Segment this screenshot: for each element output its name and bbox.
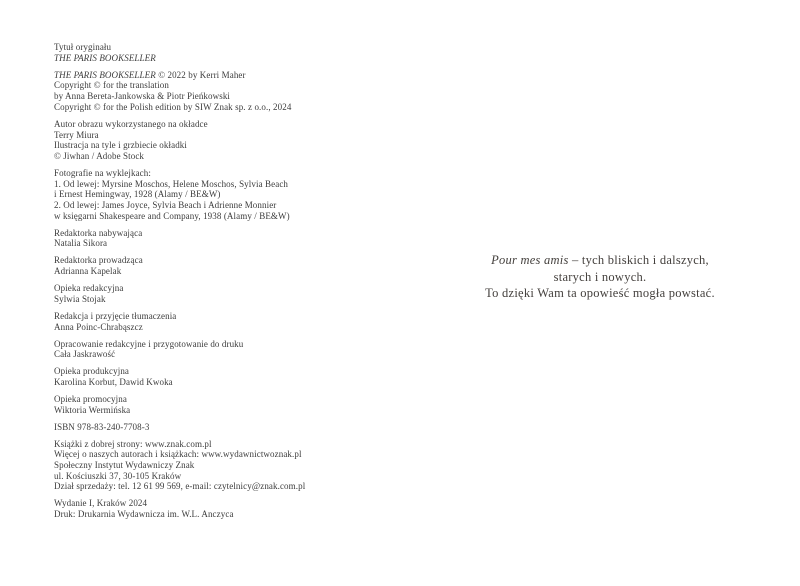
text-segment: Autor obrazu wykorzystanego na okładce: [54, 118, 208, 129]
text-segment: Książki z dobrej strony: www.znak.com.pl: [54, 438, 212, 449]
colophon-line: [54, 130, 384, 141]
colophon-paragraph: [54, 394, 384, 415]
text-segment: Redaktorka nabywająca: [54, 227, 143, 238]
text-segment: © 2022 by Kerri Maher: [155, 69, 246, 80]
colophon-line: [54, 151, 384, 162]
right-page-dedication: [400, 0, 800, 586]
colophon-line: [54, 102, 384, 113]
colophon-line: [54, 471, 384, 482]
text-segment: Dział sprzedaży: tel. 12 61 99 569, e-mail: czytelnicy@znak.com.pl: [54, 481, 306, 492]
text-segment: ISBN 978-83-240-7708-3: [54, 421, 150, 432]
text-segment: Społeczny Instytut Wydawniczy Znak: [54, 460, 195, 471]
text-segment: Fotografie na wyklejkach:: [54, 167, 151, 178]
dedication-line: [400, 269, 800, 286]
colophon-line: [54, 377, 384, 388]
text-segment: 1. Od lewej: Myrsine Moschos, Helene Moschos, Sylvia Beach: [54, 178, 289, 189]
colophon-line: [54, 405, 384, 416]
text-segment: by Anna Bereta-Jankowska & Piotr Pieńkowski: [54, 91, 231, 102]
colophon-paragraph: [54, 255, 384, 276]
text-segment: i Ernest Hemingway, 1928 (Alamy / BE&W): [54, 189, 221, 200]
text-segment: Natalia Sikora: [54, 238, 108, 249]
colophon-line: [54, 366, 384, 377]
colophon-paragraph: [54, 339, 384, 360]
text-segment: Terry Miura: [54, 129, 99, 140]
colophon-line: [54, 70, 384, 81]
colophon-line: [54, 119, 384, 130]
colophon-line: [54, 349, 384, 360]
text-segment: Opieka promocyjna: [54, 393, 127, 404]
colophon-line: [54, 460, 384, 471]
text-segment: Adrianna Kapelak: [54, 266, 122, 277]
text-segment: 2. Od lewej: James Joyce, Sylvia Beach i Adrienne Monnier: [54, 200, 277, 211]
text-segment: Sylwia Stojak: [54, 293, 106, 304]
colophon-line: [54, 394, 384, 405]
colophon-paragraph: [54, 422, 384, 433]
colophon-paragraph: [54, 70, 384, 113]
text-segment: – tych bliskich i dalszych,: [568, 253, 709, 267]
text-segment: THE PARIS BOOKSELLER: [54, 69, 156, 80]
colophon-paragraph: [54, 283, 384, 304]
text-segment: Redakcja i przyjęcie tłumaczenia: [54, 310, 177, 321]
text-segment: Anna Poinc-Chrabąszcz: [54, 321, 143, 332]
colophon-paragraph: [54, 228, 384, 249]
colophon-line: [54, 91, 384, 102]
text-segment: Opieka redakcyjna: [54, 283, 124, 294]
colophon-line: [54, 228, 384, 239]
colophon-text-block: [54, 42, 384, 526]
colophon-line: [54, 189, 384, 200]
colophon-line: [54, 311, 384, 322]
colophon-line: [54, 53, 384, 64]
dedication-line: [400, 285, 800, 302]
colophon-line: [54, 80, 384, 91]
text-segment: © Jiwhan / Adobe Stock: [54, 150, 145, 161]
colophon-line: [54, 422, 384, 433]
colophon-paragraph: [54, 42, 384, 63]
colophon-paragraph: [54, 366, 384, 387]
colophon-line: [54, 255, 384, 266]
colophon-line: [54, 238, 384, 249]
colophon-paragraph: [54, 498, 384, 519]
text-segment: Wiktoria Wermińska: [54, 404, 131, 415]
text-segment: w księgarni Shakespeare and Company, 1938 (Alamy / BE&W): [54, 210, 290, 221]
colophon-line: [54, 498, 384, 509]
colophon-line: [54, 509, 384, 520]
text-segment: Ilustracja na tyle i grzbiecie okładki: [54, 140, 187, 151]
text-segment: Karolina Korbut, Dawid Kwoka: [54, 376, 173, 387]
colophon-line: [54, 481, 384, 492]
text-segment: Wydanie I, Kraków 2024: [54, 498, 148, 509]
text-segment: Opracowanie redakcyjne i przygotowanie do druku: [54, 338, 244, 349]
text-segment: Redaktorka prowadząca: [54, 255, 143, 266]
text-segment: Pour mes amis: [491, 253, 569, 267]
text-segment: Więcej o naszych autorach i książkach: www.wydawnictwoznak.pl: [54, 449, 302, 460]
text-segment: Cała Jaskrawość: [54, 349, 116, 360]
colophon-line: [54, 449, 384, 460]
colophon-line: [54, 140, 384, 151]
colophon-line: [54, 339, 384, 350]
text-segment: Tytuł oryginału: [54, 42, 112, 52]
text-segment: ul. Kościuszki 37, 30-105 Kraków: [54, 470, 182, 481]
colophon-paragraph: [54, 311, 384, 332]
colophon-line: [54, 42, 384, 53]
text-segment: starych i nowych.: [553, 269, 647, 284]
text-segment: THE PARIS BOOKSELLER: [54, 52, 156, 63]
colophon-line: [54, 266, 384, 277]
colophon-line: [54, 283, 384, 294]
text-segment: Druk: Drukarnia Wydawnicza im. W.L. Anczyca: [54, 509, 234, 520]
dedication-line: [400, 252, 800, 269]
colophon-line: [54, 179, 384, 190]
colophon-line: [54, 294, 384, 305]
colophon-paragraph: [54, 439, 384, 493]
text-segment: To dzięki Wam ta opowieść mogła powstać.: [485, 286, 715, 301]
colophon-line: [54, 439, 384, 450]
text-segment: Copyright © for the translation: [54, 80, 169, 91]
colophon-line: [54, 168, 384, 179]
text-segment: Copyright © for the Polish edition by SIW Znak sp. z o.o., 2024: [54, 101, 292, 112]
colophon-line: [54, 211, 384, 222]
dedication-text-block: [400, 252, 800, 302]
colophon-line: [54, 322, 384, 333]
text-segment: Opieka produkcyjna: [54, 366, 130, 377]
colophon-line: [54, 200, 384, 211]
colophon-paragraph: [54, 168, 384, 222]
colophon-paragraph: [54, 119, 384, 162]
